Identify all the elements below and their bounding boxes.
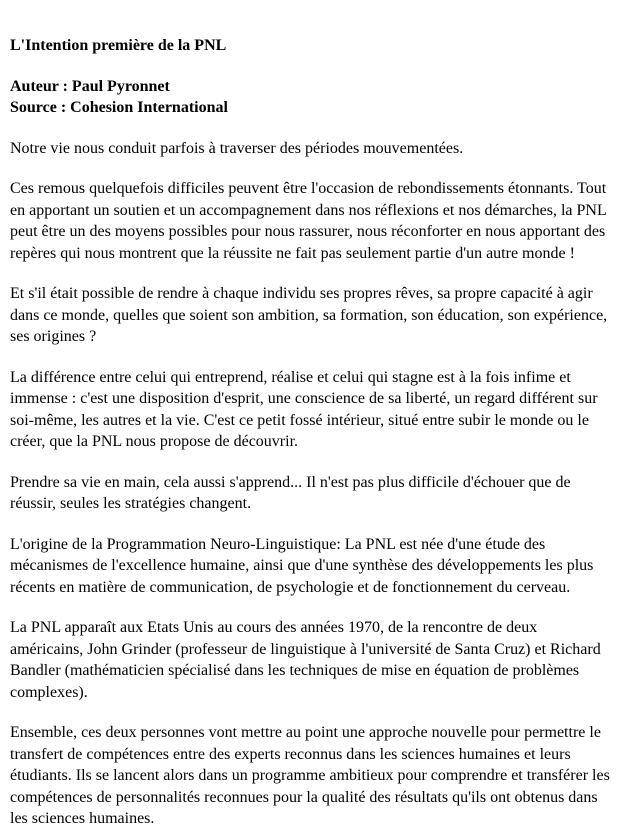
document-title: L'Intention première de la PNL xyxy=(10,37,227,54)
body-paragraph: Et s'il était possible de rendre à chaque individu ses propres rêves, sa propre capacité à agir dans ce monde, quelles que soient son ambition, sa formation, son éducation, son expérience, ses origines ? xyxy=(10,285,608,345)
body-paragraph: Ces remous quelquefois difficiles peuvent être l'occasion de rebondissements étonnants. Tout en apportant un soutien et un accompagnement dans nos réflexions et nos démarches, la PNL peut être un des moyens possibles pour nous rassurer, nous réconforter en nous apportant des repères qui nous montrent que la réussite ne fait pas seulement partie d'un autre monde ! xyxy=(10,180,607,262)
document-page xyxy=(10,35,611,830)
source-line: Source : Cohesion International xyxy=(10,99,228,116)
body-paragraph: La PNL apparaît aux Etats Unis au cours des années 1970, de la rencontre de deux américains, John Grinder (professeur de linguistique à l'université de Santa Cruz) et Richard Bandler (mathématicien spécialisé dans les techniques de mise en équation de problèmes complexes). xyxy=(10,619,601,701)
body-paragraph: Ensemble, ces deux personnes vont mettre au point une approche nouvelle pour permettre le transfert de compétences entre des experts reconnus dans les sciences humaines et leurs étudiants. Ils se lancent alors dans un programme ambitieux pour comprendre et transférer les compétences de personnalités reconnues pour la qualité des résultats qu'ils ont obtenus dans les sciences humaines. xyxy=(10,724,610,827)
body-paragraph: Prendre sa vie en main, cela aussi s'apprend... Il n'est pas plus difficile d'échouer que de réussir, seules les stratégies changent. xyxy=(10,473,571,512)
author-line: Auteur : Paul Pyronnet xyxy=(10,77,170,95)
body-paragraph: La différence entre celui qui entreprend, réalise et celui qui stagne est à la fois infime et immense : c'est une disposition d'esprit, une conscience de sa liberté, un regard différent sur soi-même, les autres et la vie. C'est ce petit fossé intérieur, situé entre subir le monde ou le créer, que la PNL nous propose de découvrir. xyxy=(10,368,598,450)
document-meta xyxy=(10,76,611,119)
body-paragraph: Notre vie nous conduit parfois à traverser des périodes mouvementées. xyxy=(10,139,464,157)
body-paragraph: L'origine de la Programmation Neuro-Linguistique: La PNL est née d'une étude des mécanismes de l'excellence humaine, ainsi que d'une synthèse des développements les plus récents en matière de communication, de psychologie et de fonctionnement du cerveau. xyxy=(10,535,594,596)
